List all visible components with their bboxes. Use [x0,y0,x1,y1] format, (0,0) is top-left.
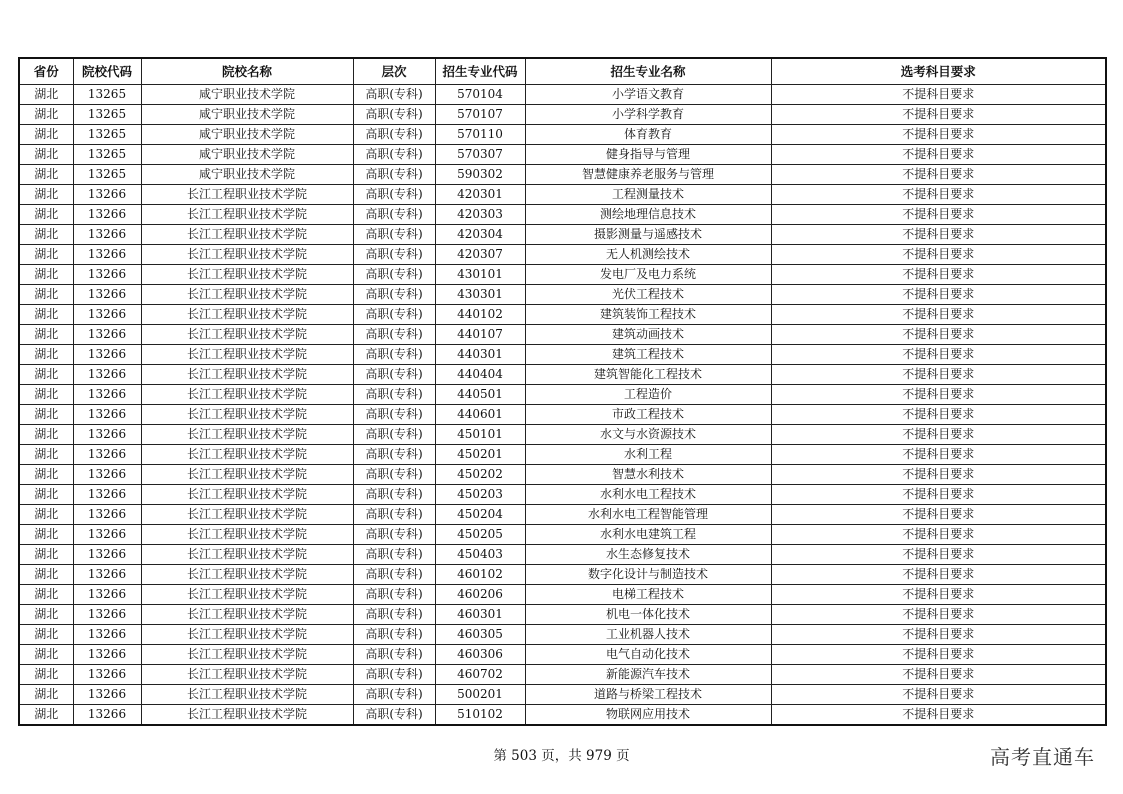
cell-school-code: 13266 [73,585,141,605]
cell-major-name: 智慧健康养老服务与管理 [525,165,771,185]
cell-subject-requirement: 不提科目要求 [771,685,1106,705]
cell-major-name: 水生态修复技术 [525,545,771,565]
cell-school-name: 长江工程职业技术学院 [141,565,353,585]
cell-major-code: 440501 [435,385,525,405]
cell-subject-requirement: 不提科目要求 [771,485,1106,505]
table-row [19,85,1106,105]
cell-level: 高职(专科) [353,85,435,105]
cell-major-name: 建筑智能化工程技术 [525,365,771,385]
cell-school-name: 长江工程职业技术学院 [141,225,353,245]
table-row [19,365,1106,385]
cell-school-code: 13265 [73,105,141,125]
cell-level: 高职(专科) [353,665,435,685]
cell-level: 高职(专科) [353,165,435,185]
cell-school-code: 13266 [73,605,141,625]
cell-school-name: 长江工程职业技术学院 [141,625,353,645]
cell-major-code: 440107 [435,325,525,345]
cell-subject-requirement: 不提科目要求 [771,445,1106,465]
cell-major-code: 460206 [435,585,525,605]
cell-major-name: 水利工程 [525,445,771,465]
cell-school-name: 长江工程职业技术学院 [141,545,353,565]
cell-subject-requirement: 不提科目要求 [771,245,1106,265]
table-header-row [19,58,1106,85]
cell-major-name: 体育教育 [525,125,771,145]
cell-subject-requirement: 不提科目要求 [771,665,1106,685]
cell-province: 湖北 [19,325,73,345]
cell-subject-requirement: 不提科目要求 [771,265,1106,285]
table-row [19,385,1106,405]
cell-school-code: 13266 [73,645,141,665]
cell-level: 高职(专科) [353,205,435,225]
cell-major-name: 测绘地理信息技术 [525,205,771,225]
cell-subject-requirement: 不提科目要求 [771,625,1106,645]
cell-school-code: 13266 [73,665,141,685]
cell-major-name: 无人机测绘技术 [525,245,771,265]
cell-school-code: 13266 [73,285,141,305]
cell-level: 高职(专科) [353,425,435,445]
cell-province: 湖北 [19,665,73,685]
table-row [19,645,1106,665]
table-row [19,425,1106,445]
cell-school-code: 13265 [73,165,141,185]
cell-province: 湖北 [19,125,73,145]
cell-subject-requirement: 不提科目要求 [771,645,1106,665]
cell-major-code: 450403 [435,545,525,565]
cell-major-name: 水文与水资源技术 [525,425,771,445]
cell-level: 高职(专科) [353,565,435,585]
cell-major-code: 450204 [435,505,525,525]
cell-level: 高职(专科) [353,465,435,485]
cell-province: 湖北 [19,605,73,625]
cell-major-name: 市政工程技术 [525,405,771,425]
cell-major-name: 工程测量技术 [525,185,771,205]
cell-province: 湖北 [19,385,73,405]
cell-school-name: 咸宁职业技术学院 [141,85,353,105]
cell-school-code: 13266 [73,445,141,465]
cell-province: 湖北 [19,265,73,285]
cell-level: 高职(专科) [353,405,435,425]
cell-school-name: 长江工程职业技术学院 [141,265,353,285]
cell-province: 湖北 [19,505,73,525]
cell-level: 高职(专科) [353,545,435,565]
table-row [19,225,1106,245]
cell-school-name: 长江工程职业技术学院 [141,685,353,705]
cell-school-code: 13266 [73,425,141,445]
cell-school-name: 咸宁职业技术学院 [141,165,353,185]
cell-major-code: 440404 [435,365,525,385]
cell-major-code: 590302 [435,165,525,185]
cell-school-code: 13266 [73,625,141,645]
table-row [19,185,1106,205]
table-row [19,265,1106,285]
table-row [19,685,1106,705]
cell-level: 高职(专科) [353,145,435,165]
cell-province: 湖北 [19,645,73,665]
header-major-name: 招生专业名称 [525,58,771,85]
cell-major-name: 水利水电工程技术 [525,485,771,505]
cell-province: 湖北 [19,525,73,545]
cell-province: 湖北 [19,305,73,325]
cell-subject-requirement: 不提科目要求 [771,165,1106,185]
cell-school-name: 咸宁职业技术学院 [141,145,353,165]
cell-subject-requirement: 不提科目要求 [771,345,1106,365]
cell-school-code: 13266 [73,365,141,385]
cell-level: 高职(专科) [353,125,435,145]
cell-school-name: 长江工程职业技术学院 [141,425,353,445]
cell-level: 高职(专科) [353,385,435,405]
cell-school-name: 长江工程职业技术学院 [141,245,353,265]
cell-level: 高职(专科) [353,605,435,625]
cell-province: 湖北 [19,705,73,726]
table-row [19,245,1106,265]
cell-level: 高职(专科) [353,645,435,665]
cell-major-name: 道路与桥梁工程技术 [525,685,771,705]
cell-major-code: 460702 [435,665,525,685]
cell-major-name: 新能源汽车技术 [525,665,771,685]
cell-major-code: 510102 [435,705,525,726]
cell-province: 湖北 [19,685,73,705]
cell-school-code: 13266 [73,405,141,425]
cell-major-code: 570104 [435,85,525,105]
cell-subject-requirement: 不提科目要求 [771,585,1106,605]
cell-school-code: 13266 [73,565,141,585]
cell-school-name: 长江工程职业技术学院 [141,485,353,505]
cell-level: 高职(专科) [353,185,435,205]
table-row [19,205,1106,225]
cell-school-code: 13266 [73,705,141,726]
cell-school-name: 长江工程职业技术学院 [141,365,353,385]
cell-province: 湖北 [19,285,73,305]
cell-school-code: 13266 [73,525,141,545]
cell-major-code: 420307 [435,245,525,265]
cell-major-name: 建筑装饰工程技术 [525,305,771,325]
cell-province: 湖北 [19,225,73,245]
cell-major-name: 机电一体化技术 [525,605,771,625]
cell-major-name: 小学语文教育 [525,85,771,105]
cell-level: 高职(专科) [353,705,435,726]
cell-major-code: 460301 [435,605,525,625]
header-subject-requirement: 选考科目要求 [771,58,1106,85]
cell-major-name: 数字化设计与制造技术 [525,565,771,585]
cell-level: 高职(专科) [353,625,435,645]
header-province: 省份 [19,58,73,85]
cell-level: 高职(专科) [353,505,435,525]
header-level: 层次 [353,58,435,85]
cell-province: 湖北 [19,105,73,125]
cell-province: 湖北 [19,545,73,565]
table-row [19,525,1106,545]
cell-school-name: 长江工程职业技术学院 [141,405,353,425]
table-row [19,605,1106,625]
cell-school-code: 13266 [73,345,141,365]
cell-major-code: 440102 [435,305,525,325]
cell-major-code: 440301 [435,345,525,365]
cell-school-code: 13265 [73,85,141,105]
cell-major-name: 智慧水利技术 [525,465,771,485]
cell-school-code: 13266 [73,205,141,225]
admission-table [18,57,1107,726]
cell-school-name: 咸宁职业技术学院 [141,105,353,125]
table-row [19,445,1106,465]
cell-major-name: 水利水电工程智能管理 [525,505,771,525]
cell-subject-requirement: 不提科目要求 [771,305,1106,325]
cell-major-name: 工程造价 [525,385,771,405]
cell-school-name: 长江工程职业技术学院 [141,205,353,225]
cell-school-name: 长江工程职业技术学院 [141,605,353,625]
cell-major-name: 健身指导与管理 [525,145,771,165]
cell-level: 高职(专科) [353,285,435,305]
watermark: 高考直通车 [990,745,1095,769]
cell-province: 湖北 [19,485,73,505]
cell-school-code: 13266 [73,545,141,565]
cell-subject-requirement: 不提科目要求 [771,205,1106,225]
table-row [19,325,1106,345]
cell-subject-requirement: 不提科目要求 [771,105,1106,125]
cell-major-code: 420304 [435,225,525,245]
cell-subject-requirement: 不提科目要求 [771,145,1106,165]
cell-major-code: 450203 [435,485,525,505]
cell-major-code: 420303 [435,205,525,225]
cell-major-name: 小学科学教育 [525,105,771,125]
cell-province: 湖北 [19,185,73,205]
cell-province: 湖北 [19,585,73,605]
cell-level: 高职(专科) [353,485,435,505]
cell-major-code: 460306 [435,645,525,665]
table-row [19,145,1106,165]
cell-major-code: 420301 [435,185,525,205]
cell-province: 湖北 [19,425,73,445]
cell-subject-requirement: 不提科目要求 [771,705,1106,726]
table-row [19,665,1106,685]
cell-major-code: 430301 [435,285,525,305]
cell-level: 高职(专科) [353,525,435,545]
cell-school-code: 13265 [73,145,141,165]
admission-table-container [18,57,1105,726]
cell-subject-requirement: 不提科目要求 [771,125,1106,145]
cell-school-code: 13266 [73,485,141,505]
cell-province: 湖北 [19,405,73,425]
cell-level: 高职(专科) [353,105,435,125]
cell-major-name: 水利水电建筑工程 [525,525,771,545]
cell-school-name: 长江工程职业技术学院 [141,345,353,365]
table-row [19,705,1106,726]
table-body [19,85,1106,726]
cell-level: 高职(专科) [353,265,435,285]
cell-school-name: 长江工程职业技术学院 [141,465,353,485]
cell-school-code: 13266 [73,685,141,705]
cell-province: 湖北 [19,625,73,645]
table-row [19,545,1106,565]
cell-major-name: 光伏工程技术 [525,285,771,305]
cell-school-name: 长江工程职业技术学院 [141,525,353,545]
cell-major-code: 450201 [435,445,525,465]
cell-province: 湖北 [19,345,73,365]
cell-school-name: 长江工程职业技术学院 [141,385,353,405]
cell-school-code: 13266 [73,385,141,405]
cell-school-name: 长江工程职业技术学院 [141,585,353,605]
cell-subject-requirement: 不提科目要求 [771,405,1106,425]
table-row [19,285,1106,305]
cell-province: 湖北 [19,445,73,465]
cell-province: 湖北 [19,365,73,385]
cell-major-code: 500201 [435,685,525,705]
cell-school-name: 长江工程职业技术学院 [141,445,353,465]
cell-school-code: 13265 [73,125,141,145]
cell-major-name: 建筑工程技术 [525,345,771,365]
cell-school-code: 13266 [73,265,141,285]
cell-subject-requirement: 不提科目要求 [771,545,1106,565]
cell-school-name: 长江工程职业技术学院 [141,285,353,305]
table-row [19,345,1106,365]
page-number: 第 503 页，共 979 页 [493,748,630,764]
cell-school-name: 长江工程职业技术学院 [141,665,353,685]
header-school-name: 院校名称 [141,58,353,85]
cell-province: 湖北 [19,85,73,105]
cell-school-code: 13266 [73,465,141,485]
cell-major-code: 430101 [435,265,525,285]
cell-level: 高职(专科) [353,245,435,265]
cell-level: 高职(专科) [353,305,435,325]
cell-major-code: 460305 [435,625,525,645]
cell-school-code: 13266 [73,505,141,525]
table-row [19,305,1106,325]
cell-subject-requirement: 不提科目要求 [771,225,1106,245]
table-row [19,125,1106,145]
cell-province: 湖北 [19,205,73,225]
cell-major-name: 建筑动画技术 [525,325,771,345]
header-school-code: 院校代码 [73,58,141,85]
cell-major-name: 物联网应用技术 [525,705,771,726]
cell-major-code: 450205 [435,525,525,545]
cell-subject-requirement: 不提科目要求 [771,605,1106,625]
cell-subject-requirement: 不提科目要求 [771,365,1106,385]
cell-school-name: 长江工程职业技术学院 [141,325,353,345]
cell-major-name: 电梯工程技术 [525,585,771,605]
cell-major-name: 发电厂及电力系统 [525,265,771,285]
cell-major-code: 450101 [435,425,525,445]
cell-school-code: 13266 [73,185,141,205]
table-row [19,585,1106,605]
cell-level: 高职(专科) [353,365,435,385]
cell-level: 高职(专科) [353,445,435,465]
cell-major-code: 450202 [435,465,525,485]
cell-province: 湖北 [19,165,73,185]
cell-subject-requirement: 不提科目要求 [771,285,1106,305]
cell-major-code: 570107 [435,105,525,125]
cell-level: 高职(专科) [353,585,435,605]
header-major-code: 招生专业代码 [435,58,525,85]
cell-school-name: 长江工程职业技术学院 [141,705,353,726]
cell-subject-requirement: 不提科目要求 [771,465,1106,485]
table-row [19,505,1106,525]
cell-school-code: 13266 [73,305,141,325]
cell-school-name: 长江工程职业技术学院 [141,505,353,525]
cell-major-code: 570110 [435,125,525,145]
cell-level: 高职(专科) [353,685,435,705]
cell-province: 湖北 [19,245,73,265]
cell-major-code: 570307 [435,145,525,165]
cell-province: 湖北 [19,465,73,485]
cell-subject-requirement: 不提科目要求 [771,505,1106,525]
table-row [19,165,1106,185]
table-row [19,565,1106,585]
cell-school-code: 13266 [73,325,141,345]
cell-major-name: 电气自动化技术 [525,645,771,665]
cell-major-code: 460102 [435,565,525,585]
cell-major-name: 摄影测量与遥感技术 [525,225,771,245]
cell-subject-requirement: 不提科目要求 [771,385,1106,405]
cell-subject-requirement: 不提科目要求 [771,325,1106,345]
cell-subject-requirement: 不提科目要求 [771,525,1106,545]
cell-school-name: 长江工程职业技术学院 [141,185,353,205]
cell-subject-requirement: 不提科目要求 [771,185,1106,205]
cell-province: 湖北 [19,145,73,165]
table-row [19,465,1106,485]
table-row [19,625,1106,645]
cell-school-name: 长江工程职业技术学院 [141,645,353,665]
cell-level: 高职(专科) [353,325,435,345]
cell-school-name: 长江工程职业技术学院 [141,305,353,325]
table-row [19,105,1106,125]
cell-level: 高职(专科) [353,225,435,245]
cell-subject-requirement: 不提科目要求 [771,85,1106,105]
cell-subject-requirement: 不提科目要求 [771,425,1106,445]
cell-level: 高职(专科) [353,345,435,365]
table-row [19,485,1106,505]
cell-subject-requirement: 不提科目要求 [771,565,1106,585]
cell-school-name: 咸宁职业技术学院 [141,125,353,145]
cell-province: 湖北 [19,565,73,585]
cell-school-code: 13266 [73,225,141,245]
cell-major-code: 440601 [435,405,525,425]
cell-major-name: 工业机器人技术 [525,625,771,645]
cell-school-code: 13266 [73,245,141,265]
table-row [19,405,1106,425]
